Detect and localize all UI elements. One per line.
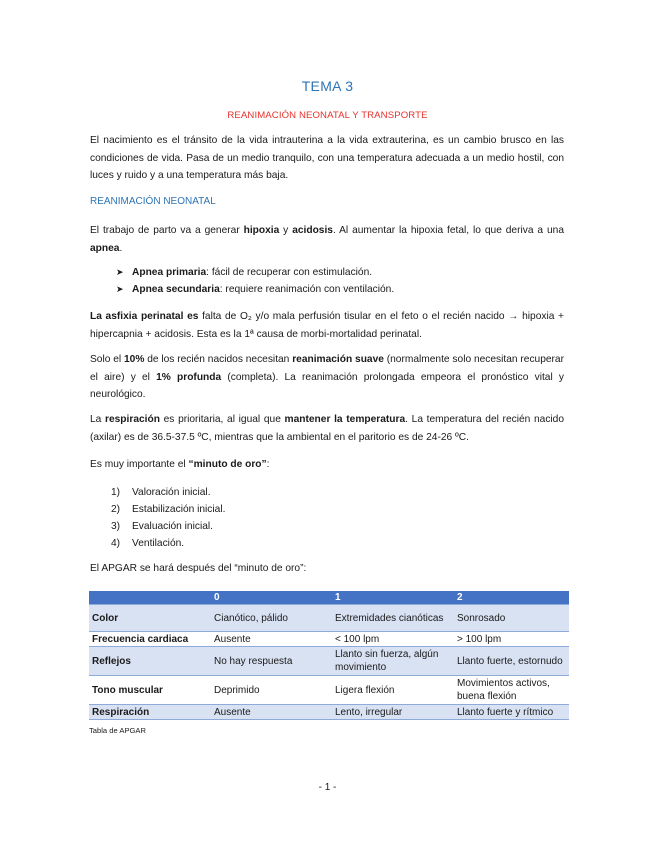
list-item: 4) Ventilación. [111,538,185,549]
table-cell: Deprimido [211,676,332,705]
table-cell: Extremidades cianóticas [332,605,454,632]
arrow-bullet-icon: ➤ [116,267,124,277]
list-item: 3) Evaluación inicial. [111,521,213,532]
list-item: 1) Valoración inicial. [111,487,211,498]
table-header-cell: 2 [454,591,569,605]
table-cell: Lento, irregular [332,705,454,720]
table-row-label: Tono muscular [89,676,211,705]
table-cell: Sonrosado [454,605,569,632]
intro-paragraph: El nacimiento es el tránsito de la vida intrauterina a la vida extrauterina, es un cambio brusco en las condiciones de vida. Pasa de un medio tranquilo, con una temperatura adecuada a un medio hostil, con luces y ruido y a una temperatura más baja. [90,135,564,181]
table-row-label: Frecuencia cardiaca [89,632,211,647]
apgar-table [89,591,569,720]
section-heading: REANIMACIÓN NEONATAL [90,196,216,207]
table-cell: < 100 lpm [332,632,454,647]
table-cell: Llanto fuerte y rítmico [454,705,569,720]
table-row [89,632,569,647]
table-cell: Llanto fuerte, estornudo [454,647,569,676]
paragraph-apgar-intro: El APGAR se hará después del “minuto de oro”: [90,563,307,574]
table-row-label: Respiración [89,705,211,720]
table-caption: Tabla de APGAR [89,726,146,735]
table-row [89,605,569,632]
page-subtitle: REANIMACIÓN NEONATAL Y TRANSPORTE [227,110,428,121]
arrow-bullet-icon: ➤ [116,284,124,294]
table-cell: Cianótico, pálido [211,605,332,632]
paragraph-asfixia: La asfixia perinatal es falta de O₂ y/o mala perfusión tisular en el feto o el recién nacido → hipoxia + hipercapnia + acidosis. Esta es la 1ª causa de morbi-mortalidad perinatal. [90,311,565,340]
steps-numbered-list [111,484,225,552]
list-item: ➤ Apnea primaria: fácil de recuperar con estimulación. [116,264,394,281]
paragraph-trabajo-parto: El trabajo de parto va a generar hipoxia y acidosis. Al aumentar la hipoxia fetal, lo que deriva a una apnea. [90,225,564,254]
page-title: TEMA 3 [301,78,354,94]
paragraph-reanimacion: Solo el 10% de los recién nacidos necesitan reanimación suave (normalmente solo necesitan recuperar el aire) y el 1% profunda (completa). La reanimación prolongada empeora el pronóstico vital y neurológico. [90,354,565,400]
list-item: 2) Estabilización inicial. [111,504,226,515]
table-cell: Ligera flexión [332,676,454,705]
page-number: - 1 - [318,782,337,793]
table-cell: Llanto sin fuerza, algún movimiento [332,647,454,676]
table-row [89,705,569,720]
apnea-bullet-list [116,264,394,298]
paragraph-minuto-oro: Es muy importante el “minuto de oro”: [90,459,270,470]
table-cell: Ausente [211,705,332,720]
table-row [89,676,569,705]
paragraph-respiracion: La respiración es prioritaria, al igual que mantener la temperatura. La temperatura del recién nacido (axilar) es de 36.5-37.5 ºC, mientras que la ambiental en el paritorio es de 24-26 ºC. [90,414,565,443]
table-row [89,647,569,676]
table-cell: > 100 lpm [454,632,569,647]
table-header-cell: 1 [332,591,454,605]
table-cell: No hay respuesta [211,647,332,676]
table-header-cell [89,591,211,605]
table-cell: Movimientos activos, buena flexión [454,676,569,705]
table-cell: Ausente [211,632,332,647]
table-row-label: Color [89,605,211,632]
list-item: ➤ Apnea secundaria: requiere reanimación con ventilación. [116,281,394,298]
table-header-cell: 0 [211,591,332,605]
table-header-row [89,591,569,605]
table-row-label: Reflejos [89,647,211,676]
